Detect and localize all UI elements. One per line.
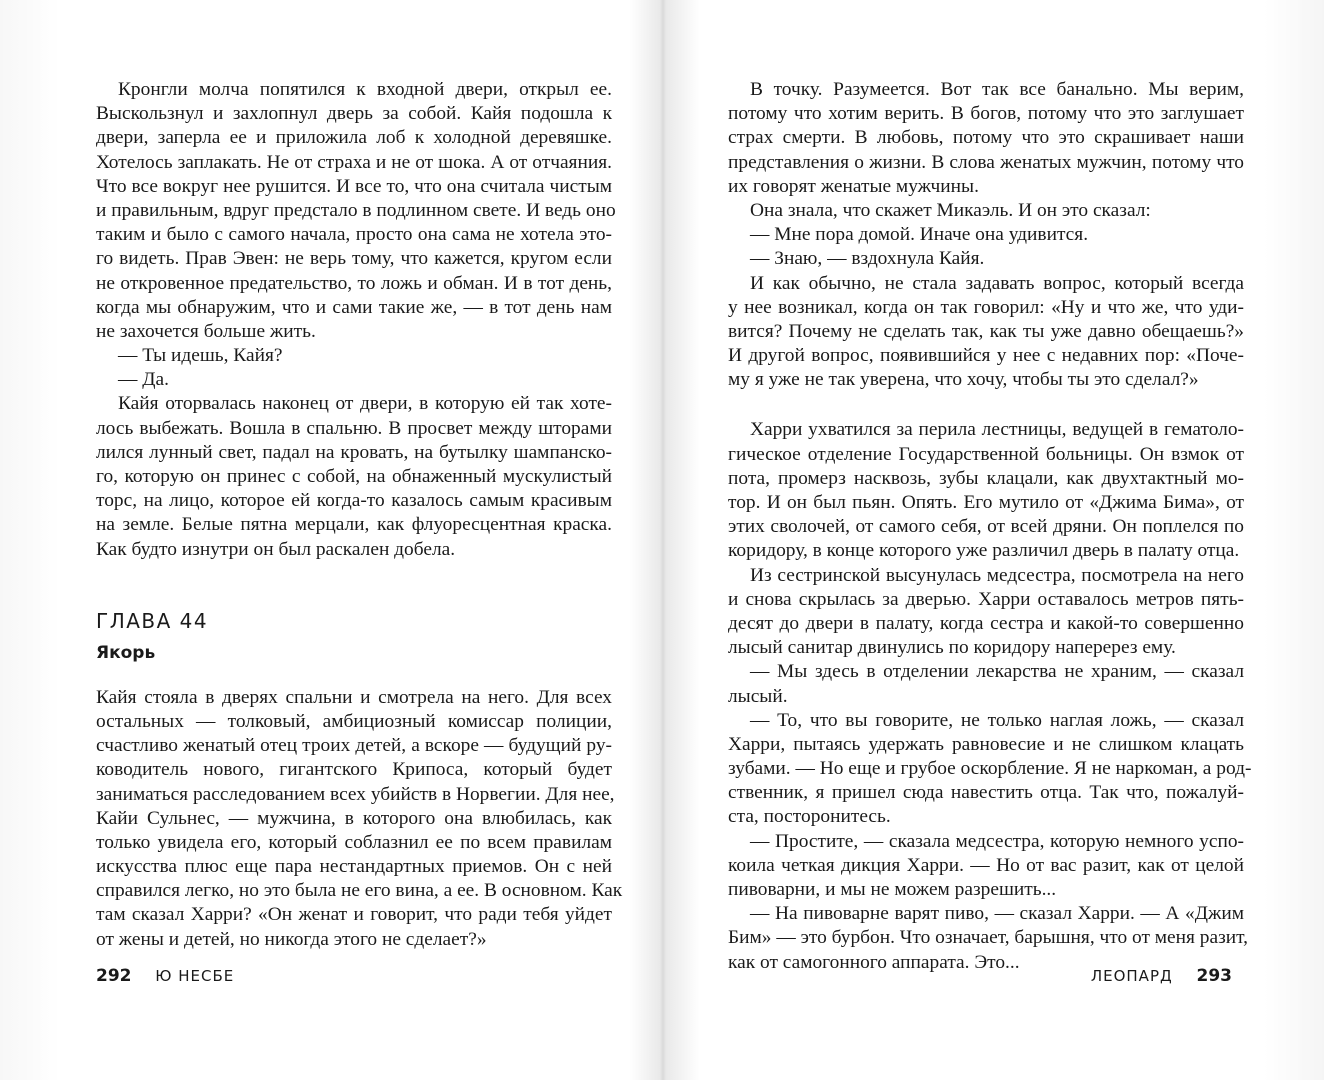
left-text-column [96,78,623,952]
text-line: двери, заперла ее и приложила лоб к холодной деревяшке. [96,127,612,149]
dialog-line: — Да. [118,369,169,391]
text-line: представления о жизни. В слова женатых мужчин, потому что [728,151,1244,173]
text-line: когда мы обнаружим, что и сами такие же, — в тот день нам [96,296,612,318]
text-line: лысый. [728,685,788,707]
text-line: Выскользнул и захлопнул дверь за собой. Кайя подошла к [96,103,612,125]
text-line: лился лунный свет, падал на кровать, на бутылку шампанско- [96,441,612,463]
text-line: счастливо женатый отец троих детей, а вскоре — будущий ру- [96,735,612,757]
text-line: — Мы здесь в отделении лекарства не храним, — сказал [750,661,1244,683]
right-paragraph-4 [728,564,1244,661]
right-paragraph-7 [728,830,1244,903]
chapter-title: ГЛАВА 44 [96,608,209,633]
running-head: ЛЕОПАРД [1090,967,1173,985]
right-paragraph-6 [728,709,1252,830]
right-paragraph-3 [728,418,1244,563]
text-line: ководитель нового, гигантского Крипоса, который будет [96,759,612,781]
text-line: их говорят женатые мужчины. [728,175,979,197]
text-line: го видеть. Прав Эвен: не верь тому, что кажется, кругом если [96,248,612,270]
text-line: вится? Почему не сделать так, как ты уже давно обещаешь?» [728,320,1244,342]
text-line: как от самогонного аппарата. Это... [728,951,1020,973]
text-line: там сказал Харри? «Он женат и говорит, что ради тебя уйдет [96,904,612,926]
text-line: Из сестринской высунулась медсестра, посмотрела на него [750,564,1244,586]
text-line: — Простите, — сказала медсестра, которую немного успо- [750,830,1244,852]
text-line: Бим» — это бурбон. Что означает, барышня, что от меня разит, [728,927,1249,949]
text-line: лось выбежать. Вошла в спальню. В просвет между шторами [96,417,612,439]
text-line: Кайя оторвалась наконец от двери, в которую ей так хоте- [118,393,612,415]
chapter-heading [96,606,612,666]
text-line: В точку. Разумеется. Вот так все банально. Мы верим, [750,79,1244,100]
section-break [728,392,1244,418]
text-line: остальных — толковый, амбициозный комиссар полиции, [96,710,612,732]
text-line: таким и было с самого начала, просто она сама не хотела это- [96,224,612,246]
text-line: гическое отделение Государственной больницы. Он взмок от [728,443,1244,465]
right-paragraph-2 [728,272,1244,393]
text-line: не захочется больше жить. [96,320,316,342]
text-line: не откровенное предательство, то ложь и обман. И в тот день, [96,272,612,294]
text-line: только увидела его, который соблазнил ее по всем правилам [96,831,612,853]
text-line: му я уже не так уверена, что хочу, чтобы ты это сделал?» [728,369,1199,391]
right-text-column [728,78,1252,975]
running-head: Ю НЕСБЕ [155,967,235,985]
text-line: Кайи Сульнес, — мужчина, в которого она влюбилась, как [96,807,612,829]
text-line: Кронгли молча попятился к входной двери, открыл ее. [118,79,612,100]
text-line: ственник, я пришел сюда навестить отца. Так что, пожалуй- [728,782,1244,804]
text-line: и правильным, вдруг предстало в подлинном свете. И ведь оно [96,199,616,221]
text-line: Харри ухватился за перила лестницы, ведущей в гематоло- [750,419,1244,441]
right-page [662,0,1324,1080]
text-line: у нее возникал, когда он так говорил: «Ну и что же, что уди- [728,296,1244,318]
text-line: коила четкая дикция Харри. — Но от вас разит, как от целой [728,854,1244,876]
text-line: справился легко, но это была не его вина, а ее. В основном. Как [96,880,623,902]
page-number: 292 [96,966,132,986]
text-line: заниматься расследованием всех убийств в Норвегии. Для нее, [96,783,615,805]
text-line: коридору, в конце которого уже различил дверь в палату отца. [728,540,1240,562]
text-line: от жены и детей, но никогда этого не сделает?» [96,928,487,950]
text-line: го, которую он принес с собой, на обнаженный мускулистый [96,466,612,487]
text-line: этих сволочей, от самого себя, от всей дряни. Он поплелся по [728,516,1244,538]
text-line: Она знала, что скажет Микаэль. И он это сказал: [750,199,1151,221]
text-line: искусства плюс еще пара нестандартных приемов. Он с ней [96,856,612,878]
text-line: — То, что вы говорите, не только наглая ложь, — сказал [750,709,1244,731]
dialog-line: — Ты идешь, Кайя? [118,345,283,367]
text-line: и снова скрылась за дверью. Харри оставалось метров пять- [728,588,1244,610]
text-line: тор. И он был пьян. Опять. Его мутило от «Джима Бима», от [728,492,1244,513]
right-paragraph-1 [728,78,1244,199]
dialog-line: — Знаю, — вздохнула Кайя. [750,248,985,270]
text-line: Что все вокруг нее рушится. И все то, что она считала чистым [96,175,612,197]
text-line: зубами. — Но еще и грубое оскорбление. Я не наркоман, а род- [728,758,1252,780]
text-line: И как обычно, не стала задавать вопрос, который всегда [750,272,1244,294]
text-line: Хотелось заплакать. Не от страха и не от шока. А от отчаяния. [96,151,612,173]
text-line: на земле. Белые пятна мерцали, как флуоресцентная краска. [96,514,612,536]
dialog-line: — Мне пора домой. Иначе она удивится. [750,224,1089,246]
text-line: Кайя стояла в дверях спальни и смотрела на него. Для всех [96,686,612,708]
text-line: пота, промерз насквозь, зубы клацали, как двухтактный мо- [728,467,1244,489]
right-paragraph-5 [728,660,1244,708]
page-number: 293 [1196,966,1232,986]
right-footer [1091,966,1232,986]
text-line: потому что хотим верить. В богов, потому что это заглушает [728,103,1244,125]
left-paragraph-2 [96,392,612,561]
text-line: И другой вопрос, появившийся у нее с недавних пор: «Поче- [728,345,1244,367]
text-line: Харри, пытаясь удержать равновесие и не слишком клацать [728,733,1244,755]
chapter-subtitle: Якорь [96,642,156,663]
left-paragraph-3 [96,686,623,952]
text-line: торс, на лицо, которое ей когда-то казалось самым красивым [96,490,612,512]
text-line: лысый санитар двинулись по коридору наперерез ему. [728,637,1176,659]
left-footer [96,966,234,986]
text-line: ста, посторонитесь. [728,806,891,828]
text-line: страх смерти. В любовь, потому что это скрашивает наши [728,127,1244,149]
right-paragraph-8 [728,902,1249,975]
left-paragraph-1 [96,78,616,344]
text-line: десят до двери в палату, когда сестра и какой-то совершенно [728,612,1244,634]
text-line: пивоварни, и мы не можем разрешить... [728,879,1057,900]
text-line: — На пивоварне варят пиво, — сказал Харри. — А «Джим [750,903,1244,925]
text-line: Как будто изнутри он был раскален добела. [96,538,456,560]
